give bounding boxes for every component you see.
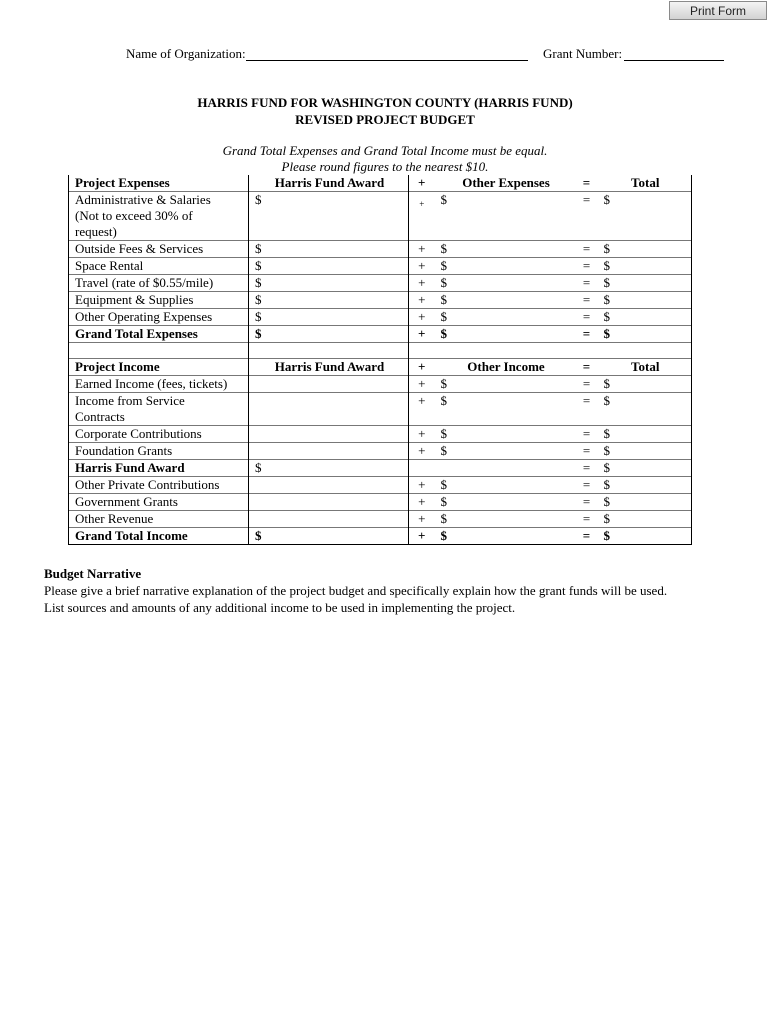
income-row (69, 511, 692, 528)
other-amount-cell[interactable]: $ (440, 241, 447, 256)
income-row (69, 494, 692, 511)
service-line-2: Contracts (75, 409, 125, 424)
total-amount-cell[interactable]: $ (598, 241, 692, 258)
award-amount-cell (249, 477, 409, 494)
form-subtitle: REVISED PROJECT BUDGET (295, 112, 475, 127)
plus-sign: + (419, 199, 425, 209)
other-amount-cell[interactable]: $ (440, 477, 447, 492)
service-line-1: Income from Service (75, 393, 185, 408)
income-header-label: Project Income (69, 359, 249, 376)
other-amount-cell[interactable]: $ (440, 376, 447, 391)
total-amount-cell[interactable]: $ (598, 460, 692, 477)
plus-sign: + (418, 258, 426, 273)
award-amount-cell (249, 426, 409, 443)
other-amount-cell[interactable]: $ (440, 326, 447, 341)
plus-sign: + (418, 326, 426, 341)
award-amount-cell (249, 443, 409, 460)
instruction-equal-totals: Grand Total Expenses and Grand Total Income must be equal. (222, 143, 548, 158)
income-row (69, 393, 692, 426)
grand-total-income-row (69, 528, 692, 545)
grand-total-expenses-row (69, 326, 692, 343)
equals-sign: = (582, 443, 591, 458)
expense-label: Other Operating Expenses (69, 309, 249, 326)
income-header-other: Other Income (467, 359, 545, 374)
expenses-header-total: Total (598, 175, 692, 192)
equals-sign: = (582, 192, 591, 207)
award-amount-cell[interactable]: $ (249, 460, 409, 477)
expense-row (69, 292, 692, 309)
award-amount-cell (249, 511, 409, 528)
plus-sign: + (418, 426, 426, 441)
narrative-line-2: List sources and amounts of any additional income to be used in implementing the project. (44, 600, 516, 615)
spacer-row (69, 343, 692, 359)
print-form-button[interactable]: Print Form (669, 1, 767, 20)
total-amount-cell[interactable]: $ (598, 326, 692, 343)
equals-sign: = (582, 426, 591, 441)
grant-number-field[interactable] (624, 60, 724, 61)
equals-sign: = (582, 241, 591, 256)
expenses-header-award: Harris Fund Award (249, 175, 409, 192)
plus-sign: + (418, 275, 426, 290)
award-amount-cell[interactable]: $ (249, 292, 409, 309)
award-amount-cell (249, 393, 409, 426)
equals-sign: = (582, 275, 591, 290)
award-amount-cell[interactable]: $ (249, 309, 409, 326)
equals-sign: = (582, 292, 591, 307)
budget-table (68, 175, 692, 545)
equals-sign: = (582, 309, 591, 324)
income-row (69, 426, 692, 443)
plus-sign: + (418, 528, 426, 543)
total-amount-cell[interactable]: $ (598, 258, 692, 275)
expenses-header-other: Other Expenses (462, 175, 550, 190)
expense-label: Equipment & Supplies (69, 292, 249, 309)
expense-row (69, 241, 692, 258)
grand-total-expenses-label: Grand Total Expenses (69, 326, 249, 343)
expense-row (69, 275, 692, 292)
total-amount-cell[interactable]: $ (598, 511, 692, 528)
income-label: Other Revenue (69, 511, 249, 528)
expenses-header-label: Project Expenses (69, 175, 249, 192)
other-amount-cell[interactable]: $ (440, 393, 447, 408)
total-amount-cell[interactable]: $ (598, 275, 692, 292)
income-label: Harris Fund Award (69, 460, 249, 477)
plus-sign: + (418, 175, 426, 190)
total-amount-cell[interactable]: $ (598, 477, 692, 494)
plus-sign: + (418, 443, 426, 458)
admin-line-1: Administrative & Salaries (75, 192, 211, 207)
total-amount-cell[interactable]: $ (598, 376, 692, 393)
equals-sign: = (582, 393, 591, 408)
plus-sign (409, 460, 435, 477)
other-amount-cell[interactable]: $ (440, 292, 447, 307)
expense-label: Outside Fees & Services (69, 241, 249, 258)
income-label: Government Grants (69, 494, 249, 511)
other-amount-cell (435, 460, 576, 477)
income-label: Other Private Contributions (69, 477, 249, 494)
award-amount-cell[interactable]: $ (249, 241, 409, 258)
award-amount-cell[interactable]: $ (249, 192, 409, 241)
total-amount-cell[interactable]: $ (598, 528, 692, 545)
expense-label: Travel (rate of $0.55/mile) (69, 275, 249, 292)
expense-row (69, 258, 692, 275)
other-amount-cell[interactable]: $ (440, 511, 447, 526)
grand-total-income-label: Grand Total Income (69, 528, 249, 545)
equals-sign: = (582, 528, 591, 543)
total-amount-cell[interactable]: $ (598, 292, 692, 309)
income-row (69, 477, 692, 494)
other-amount-cell[interactable]: $ (440, 443, 447, 458)
plus-sign: + (418, 309, 426, 324)
income-header-award: Harris Fund Award (249, 359, 409, 376)
other-amount-cell[interactable]: $ (440, 275, 447, 290)
equals-sign: = (582, 511, 591, 526)
award-amount-cell[interactable]: $ (249, 326, 409, 343)
income-header-total: Total (598, 359, 692, 376)
total-amount-cell[interactable]: $ (598, 494, 692, 511)
budget-narrative-text (44, 582, 744, 616)
equals-sign: = (582, 494, 591, 509)
income-row (69, 376, 692, 393)
total-amount-cell[interactable]: $ (598, 309, 692, 326)
equals-sign: = (582, 258, 591, 273)
income-label: Corporate Contributions (69, 426, 249, 443)
equals-sign: = (582, 477, 591, 492)
plus-sign: + (418, 393, 426, 408)
admin-line-3: request) (75, 224, 117, 239)
plus-sign: + (418, 511, 426, 526)
award-amount-cell (249, 376, 409, 393)
organization-label: Name of Organization: (126, 46, 246, 61)
plus-sign: + (418, 292, 426, 307)
award-amount-cell[interactable]: $ (249, 528, 409, 545)
award-amount-cell[interactable]: $ (249, 258, 409, 275)
total-amount-cell[interactable]: $ (598, 393, 692, 426)
instruction-rounding: Please round figures to the nearest $10. (281, 159, 489, 174)
expenses-header-row (69, 175, 692, 192)
other-amount-cell[interactable]: $ (440, 528, 447, 543)
equals-sign: = (582, 460, 591, 475)
expense-label: Space Rental (69, 258, 249, 275)
income-header-row (69, 359, 692, 376)
total-amount-cell[interactable]: $ (598, 192, 692, 241)
plus-sign: + (418, 376, 426, 391)
other-amount-cell[interactable]: $ (440, 426, 447, 441)
award-amount-cell[interactable]: $ (249, 275, 409, 292)
form-title: HARRIS FUND FOR WASHINGTON COUNTY (HARRIS FUND) (197, 95, 573, 110)
award-amount-cell (249, 494, 409, 511)
narrative-line-1: Please give a brief narrative explanation of the project budget and specifically explain how the grant funds will be used. (44, 583, 668, 598)
organization-line (0, 46, 770, 66)
other-amount-cell[interactable]: $ (440, 192, 447, 207)
other-amount-cell[interactable]: $ (440, 494, 447, 509)
expense-row-admin (69, 192, 692, 241)
plus-sign: + (418, 241, 426, 256)
income-label: Foundation Grants (69, 443, 249, 460)
plus-sign: + (418, 477, 426, 492)
budget-narrative-title: Budget Narrative (44, 566, 142, 581)
total-amount-cell[interactable]: $ (598, 443, 692, 460)
plus-sign: + (418, 359, 426, 374)
plus-sign: + (418, 494, 426, 509)
income-label (69, 393, 249, 426)
equals-sign: = (582, 359, 591, 374)
equals-sign: = (582, 175, 591, 190)
income-row (69, 443, 692, 460)
income-row-harris-award (69, 460, 692, 477)
income-label: Earned Income (fees, tickets) (69, 376, 249, 393)
other-amount-cell[interactable]: $ (440, 309, 447, 324)
total-amount-cell[interactable]: $ (598, 426, 692, 443)
organization-field[interactable] (246, 60, 528, 61)
admin-line-2: (Not to exceed 30% of (75, 208, 193, 223)
equals-sign: = (582, 376, 591, 391)
grant-number-label: Grant Number: (543, 46, 623, 61)
expense-label-admin (69, 192, 249, 241)
equals-sign: = (582, 326, 591, 341)
expense-row (69, 309, 692, 326)
other-amount-cell[interactable]: $ (440, 258, 447, 273)
